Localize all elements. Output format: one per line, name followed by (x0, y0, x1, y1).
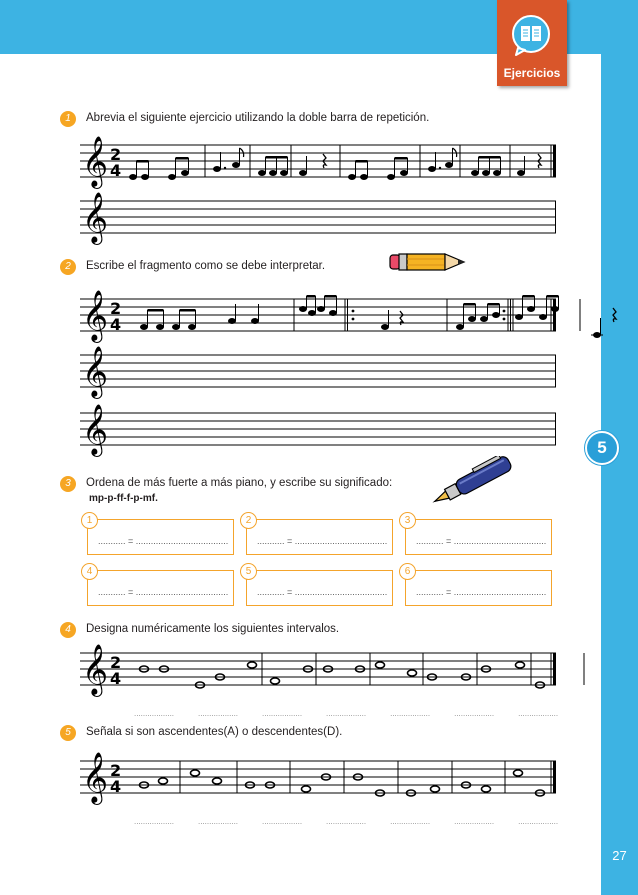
fill-blank: ........... = ..................................... (257, 536, 388, 546)
time-signature-top: 2 (110, 299, 122, 318)
exercise-number: 3 (60, 476, 76, 492)
pen-icon (426, 456, 520, 506)
blank[interactable]: .................. (134, 817, 175, 826)
blank[interactable]: .................. (262, 709, 303, 718)
end-barline-thick (553, 145, 556, 177)
answer-box[interactable] (86, 566, 234, 606)
book-bubble-icon (510, 14, 552, 56)
answer-blanks[interactable] (134, 709, 558, 718)
treble-clef-icon: 𝄞 (82, 192, 109, 243)
time-signature-bottom: 4 (110, 161, 122, 180)
answer-box[interactable] (404, 566, 552, 606)
treble-clef-icon: 𝄞 (82, 404, 109, 455)
exercise-5-stave (80, 752, 556, 803)
exercise-1-stave (80, 136, 556, 187)
exercise-instruction: Designa numéricamente los siguientes intervalos. (86, 623, 340, 635)
time-signature-top: 2 (110, 653, 122, 672)
box-number: 2 (240, 512, 257, 529)
fill-blank: ........... = ..................................... (98, 536, 229, 546)
time-signature-top: 2 (110, 761, 122, 780)
treble-clef-icon: 𝄞 (82, 136, 109, 187)
staff-lines (80, 413, 556, 445)
blank[interactable]: .................. (390, 709, 431, 718)
blank[interactable]: .................. (198, 709, 239, 718)
chapter-badge: 5 (585, 431, 619, 465)
exercise-instruction: Abrevia el siguiente ejercicio utilizando la doble barra de repetición. (86, 112, 430, 124)
exercise-4-stave (80, 644, 556, 695)
answer-stave (80, 404, 556, 455)
end-barline-thick (553, 653, 556, 685)
staff-lines (80, 201, 556, 233)
exercise-number: 2 (60, 259, 76, 275)
treble-clef-icon: 𝄞 (82, 346, 109, 397)
answer-box[interactable] (404, 515, 552, 555)
time-signature-bottom: 4 (110, 777, 122, 796)
blank[interactable]: .................. (454, 817, 495, 826)
box-number: 1 (81, 512, 98, 529)
end-barline-thick (553, 761, 556, 793)
answer-box[interactable] (245, 515, 393, 555)
blank[interactable]: .................. (326, 709, 367, 718)
blank[interactable]: .................. (262, 817, 303, 826)
blank[interactable]: .................. (518, 709, 559, 718)
box-number: 6 (399, 563, 416, 580)
staff-lines (80, 355, 556, 387)
end-barline-thick (553, 299, 556, 331)
blank[interactable]: .................. (134, 709, 175, 718)
exercise-number: 5 (60, 725, 76, 741)
exercise-instruction: Señala si son ascendentes(A) o descendentes(D). (86, 726, 343, 738)
blank[interactable]: .................. (518, 817, 559, 826)
box-number: 5 (240, 563, 257, 580)
staff-lines (80, 761, 556, 793)
pencil-icon (388, 250, 470, 274)
fill-blank: ........... = ..................................... (98, 587, 229, 597)
side-banner (601, 54, 638, 895)
box-number: 3 (399, 512, 416, 529)
exercise-number: 1 (60, 111, 76, 127)
blank[interactable]: .................. (326, 817, 367, 826)
blank[interactable]: .................. (390, 817, 431, 826)
time-signature-bottom: 4 (110, 315, 122, 334)
exercise-instruction: Escribe el fragmento como se debe interpretar. (86, 260, 326, 272)
tab-label: Ejercicios (503, 66, 561, 80)
answer-blanks[interactable] (134, 817, 558, 826)
answer-stave (80, 346, 556, 397)
fill-blank: ........... = ..................................... (416, 587, 547, 597)
treble-clef-icon: 𝄞 (82, 644, 109, 695)
box-number: 4 (81, 563, 98, 580)
staff-lines (80, 299, 556, 331)
answer-box[interactable] (86, 515, 234, 555)
answer-stave (80, 192, 556, 243)
dynamics-sequence: mp-p-ff-f-p-mf. (89, 493, 158, 504)
exercise-2-stave (80, 290, 556, 341)
time-signature-bottom: 4 (110, 669, 122, 688)
page-number: 27 (612, 848, 627, 863)
blank[interactable]: .................. (454, 709, 495, 718)
fill-blank: ........... = ..................................... (257, 587, 388, 597)
exercise-number: 4 (60, 622, 76, 638)
answer-box[interactable] (245, 566, 393, 606)
staff-lines (80, 653, 556, 685)
exercises-tab (497, 0, 567, 86)
treble-clef-icon: 𝄞 (82, 752, 109, 803)
fill-blank: ........... = ..................................... (416, 536, 547, 546)
treble-clef-icon: 𝄞 (82, 290, 109, 341)
time-signature-top: 2 (110, 145, 122, 164)
exercise-instruction: Ordena de más fuerte a más piano, y escribe su significado: (86, 477, 393, 489)
blank[interactable]: .................. (198, 817, 239, 826)
